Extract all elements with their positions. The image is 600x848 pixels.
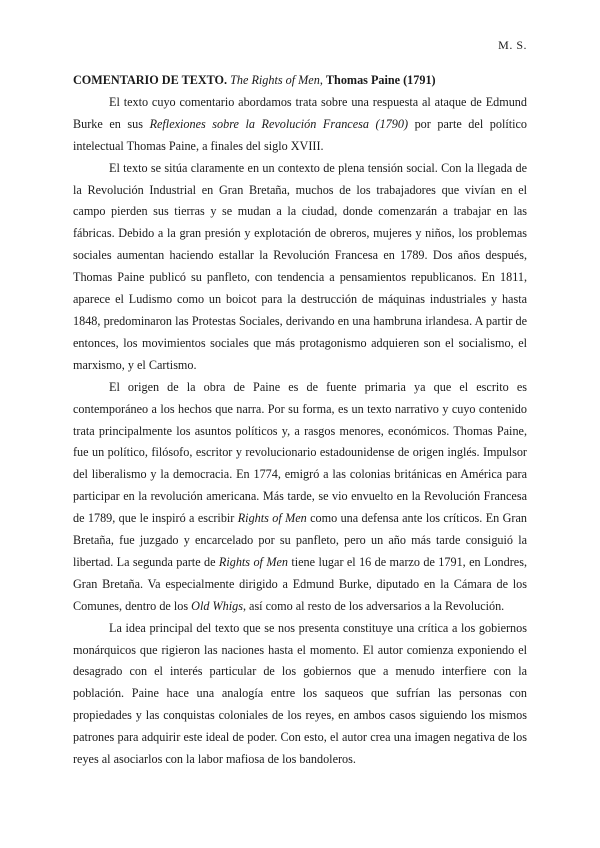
- document-body: [73, 70, 527, 771]
- paragraph-4: [73, 618, 527, 771]
- author-initials: M. S.: [498, 38, 527, 52]
- document-title: [73, 70, 527, 92]
- paragraph-3: [73, 377, 527, 618]
- paragraph-3-text: como una defensa ante los críticos. En Gran Bretaña, fue juzgado y encarcelado por su panfleto, pero un año más tarde consiguió la libertad. La segunda parte de: [73, 511, 527, 569]
- paragraph-3-party-name: Old Whigs: [191, 598, 243, 613]
- paragraph-3-text: tiene lugar el 16 de marzo de 1791, en Londres, Gran Bretaña. Va especialmente dirigido a Edmund Burke, diputado en la Cámara de los Comunes, dentro de los: [73, 554, 528, 613]
- paragraph-1-work-title: Reflexiones sobre la Revolución Francesa (1790): [149, 116, 409, 131]
- title-separator: ,: [319, 73, 323, 87]
- paragraph-1: [73, 92, 527, 158]
- paragraph-2-text: El texto se sitúa claramente en un contexto de plena tensión social. Con la llegada de la Revolución Industrial en Gran Bretaña, muchos de los trabajadores que vivían en el campo pierden sus tierras y se mudan a la ciudad, donde comenzarán a trabajar en las fábricas. Debido a la gran presión y explotación de obreros, mujeres y niños, los problemas sociales aumentan haciendo estallar la Revolución Francesa en 1789. Dos años después, Thomas Paine publicó su panfleto, con tendencia a pensamientos republicanos. En 1811, aparece el Ludismo como un boicot para la destrucción de máquinas industriales y hasta 1848, predominaron las Protestas Sociales, derivando en una hambruna irlandesa. A partir de entonces, los movimientos sociales que más protagonismo adquieren son el socialismo, el marxismo, y el Cartismo.: [73, 160, 527, 372]
- paragraph-3-work-title: Rights of Men: [218, 554, 288, 569]
- title-author: Thomas Paine (1791): [325, 73, 436, 87]
- title-lead: COMENTARIO DE TEXTO.: [73, 73, 228, 87]
- title-work: The Rights of Men: [230, 73, 320, 87]
- paragraph-1-text: El texto cuyo comentario abordamos trata sobre una respuesta al ataque de Edmund Burke en sus: [73, 94, 527, 131]
- paragraph-4-text: La idea principal del texto que se nos presenta constituye una crítica a los gobiernos monárquicos que rigieron las naciones hasta el momento. El autor comienza exponiendo el desagrado con el interés particular de los gobiernos que a menudo interfiere con la población. Paine hace una analogía entre los saqueos que sufrían las personas con propiedades y las conquistas coloniales de los reyes, en ambos casos siguiendo los mismos patrones para adquirir este ideal de poder. Con esto, el autor crea una imagen negativa de los reyes al asociarlos con la labor mafiosa de los bandoleros.: [73, 620, 527, 767]
- paragraph-3-work-title: Rights of Men: [237, 511, 307, 526]
- paragraph-3-text: , así como al resto de los adversarios a la Revolución.: [242, 598, 505, 613]
- paragraph-1-text: por parte del político intelectual Thomas Paine, a finales del siglo XVIII.: [73, 116, 527, 153]
- paragraph-3-text: El origen de la obra de Paine es de fuente primaria ya que el escrito es contemporáneo a los hechos que narra. Por su forma, es un texto narrativo y cuyo contenido trata principalmente los asuntos políticos y, a rasgos menores, económicos. Thomas Paine, fue un político, filósofo, escritor y revolucionario estadounidense de origen inglés. Impulsor del liberalismo y la democracia. En 1774, emigró a las colonias británicas en América para participar en la revolución americana. Más tarde, se vio envuelto en la Revolución Francesa de 1789, que le inspiró a escribir: [73, 379, 527, 526]
- paragraph-2: [73, 158, 527, 377]
